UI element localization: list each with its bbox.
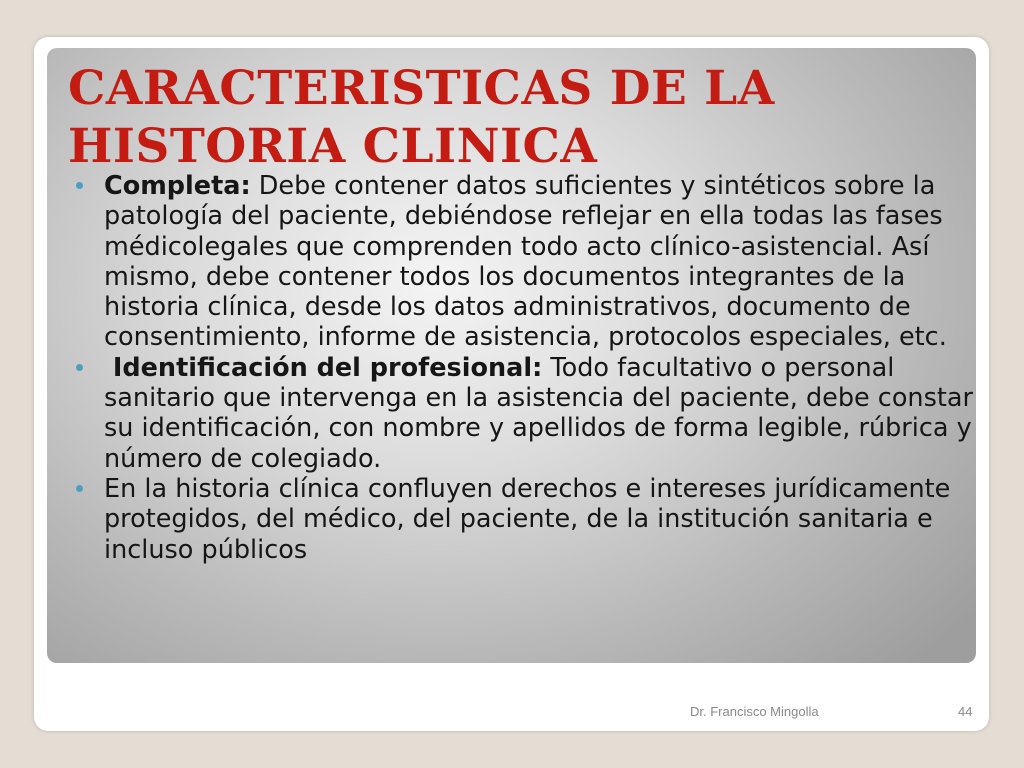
bullet-text [104,474,950,565]
bullet-term: Identificación del profesional: [104,352,543,383]
bullet-dot-icon [76,364,83,371]
page-number: 44 [958,704,973,719]
bullet-term: Completa: [104,171,251,201]
bullet-item-identificacion [76,353,976,474]
bullet-body: En la historia clínica confluyen derechos e intereses jurídicamente protegidos, del médico, del paciente, de la institución sanitaria e incluso públicos [104,473,951,565]
bullet-dot-icon [76,485,83,492]
slide-title: CARACTERISTICAS DE LA HISTORIA CLINICA [68,61,775,174]
bullet-item-completa [76,171,976,353]
footer-author: Dr. Francisco Mingolla [690,704,819,719]
bullet-body: Todo facultativo o personal sanitario que intervenga en la asistencia del paciente, debe constar su identificación, con nombre y apellidos de forma legible, rúbrica y número de colegiado. [104,352,973,474]
bullet-body: Debe contener datos suficientes y sintéticos sobre la patología del paciente, debiéndose reflejar en ella todas las fases médicolegales que comprenden todo acto clínico-asistencial. Así mismo, debe contener todos los documentos integrantes de la historia clínica, desde los datos administrativos, documento de consentimiento, informe de asistencia, protocolos especiales, etc. [104,171,947,353]
bullet-text [104,353,973,474]
bullet-text [104,171,947,352]
bullet-item-derechos [76,474,976,565]
bullet-dot-icon [76,182,83,189]
bullet-list [76,171,976,565]
